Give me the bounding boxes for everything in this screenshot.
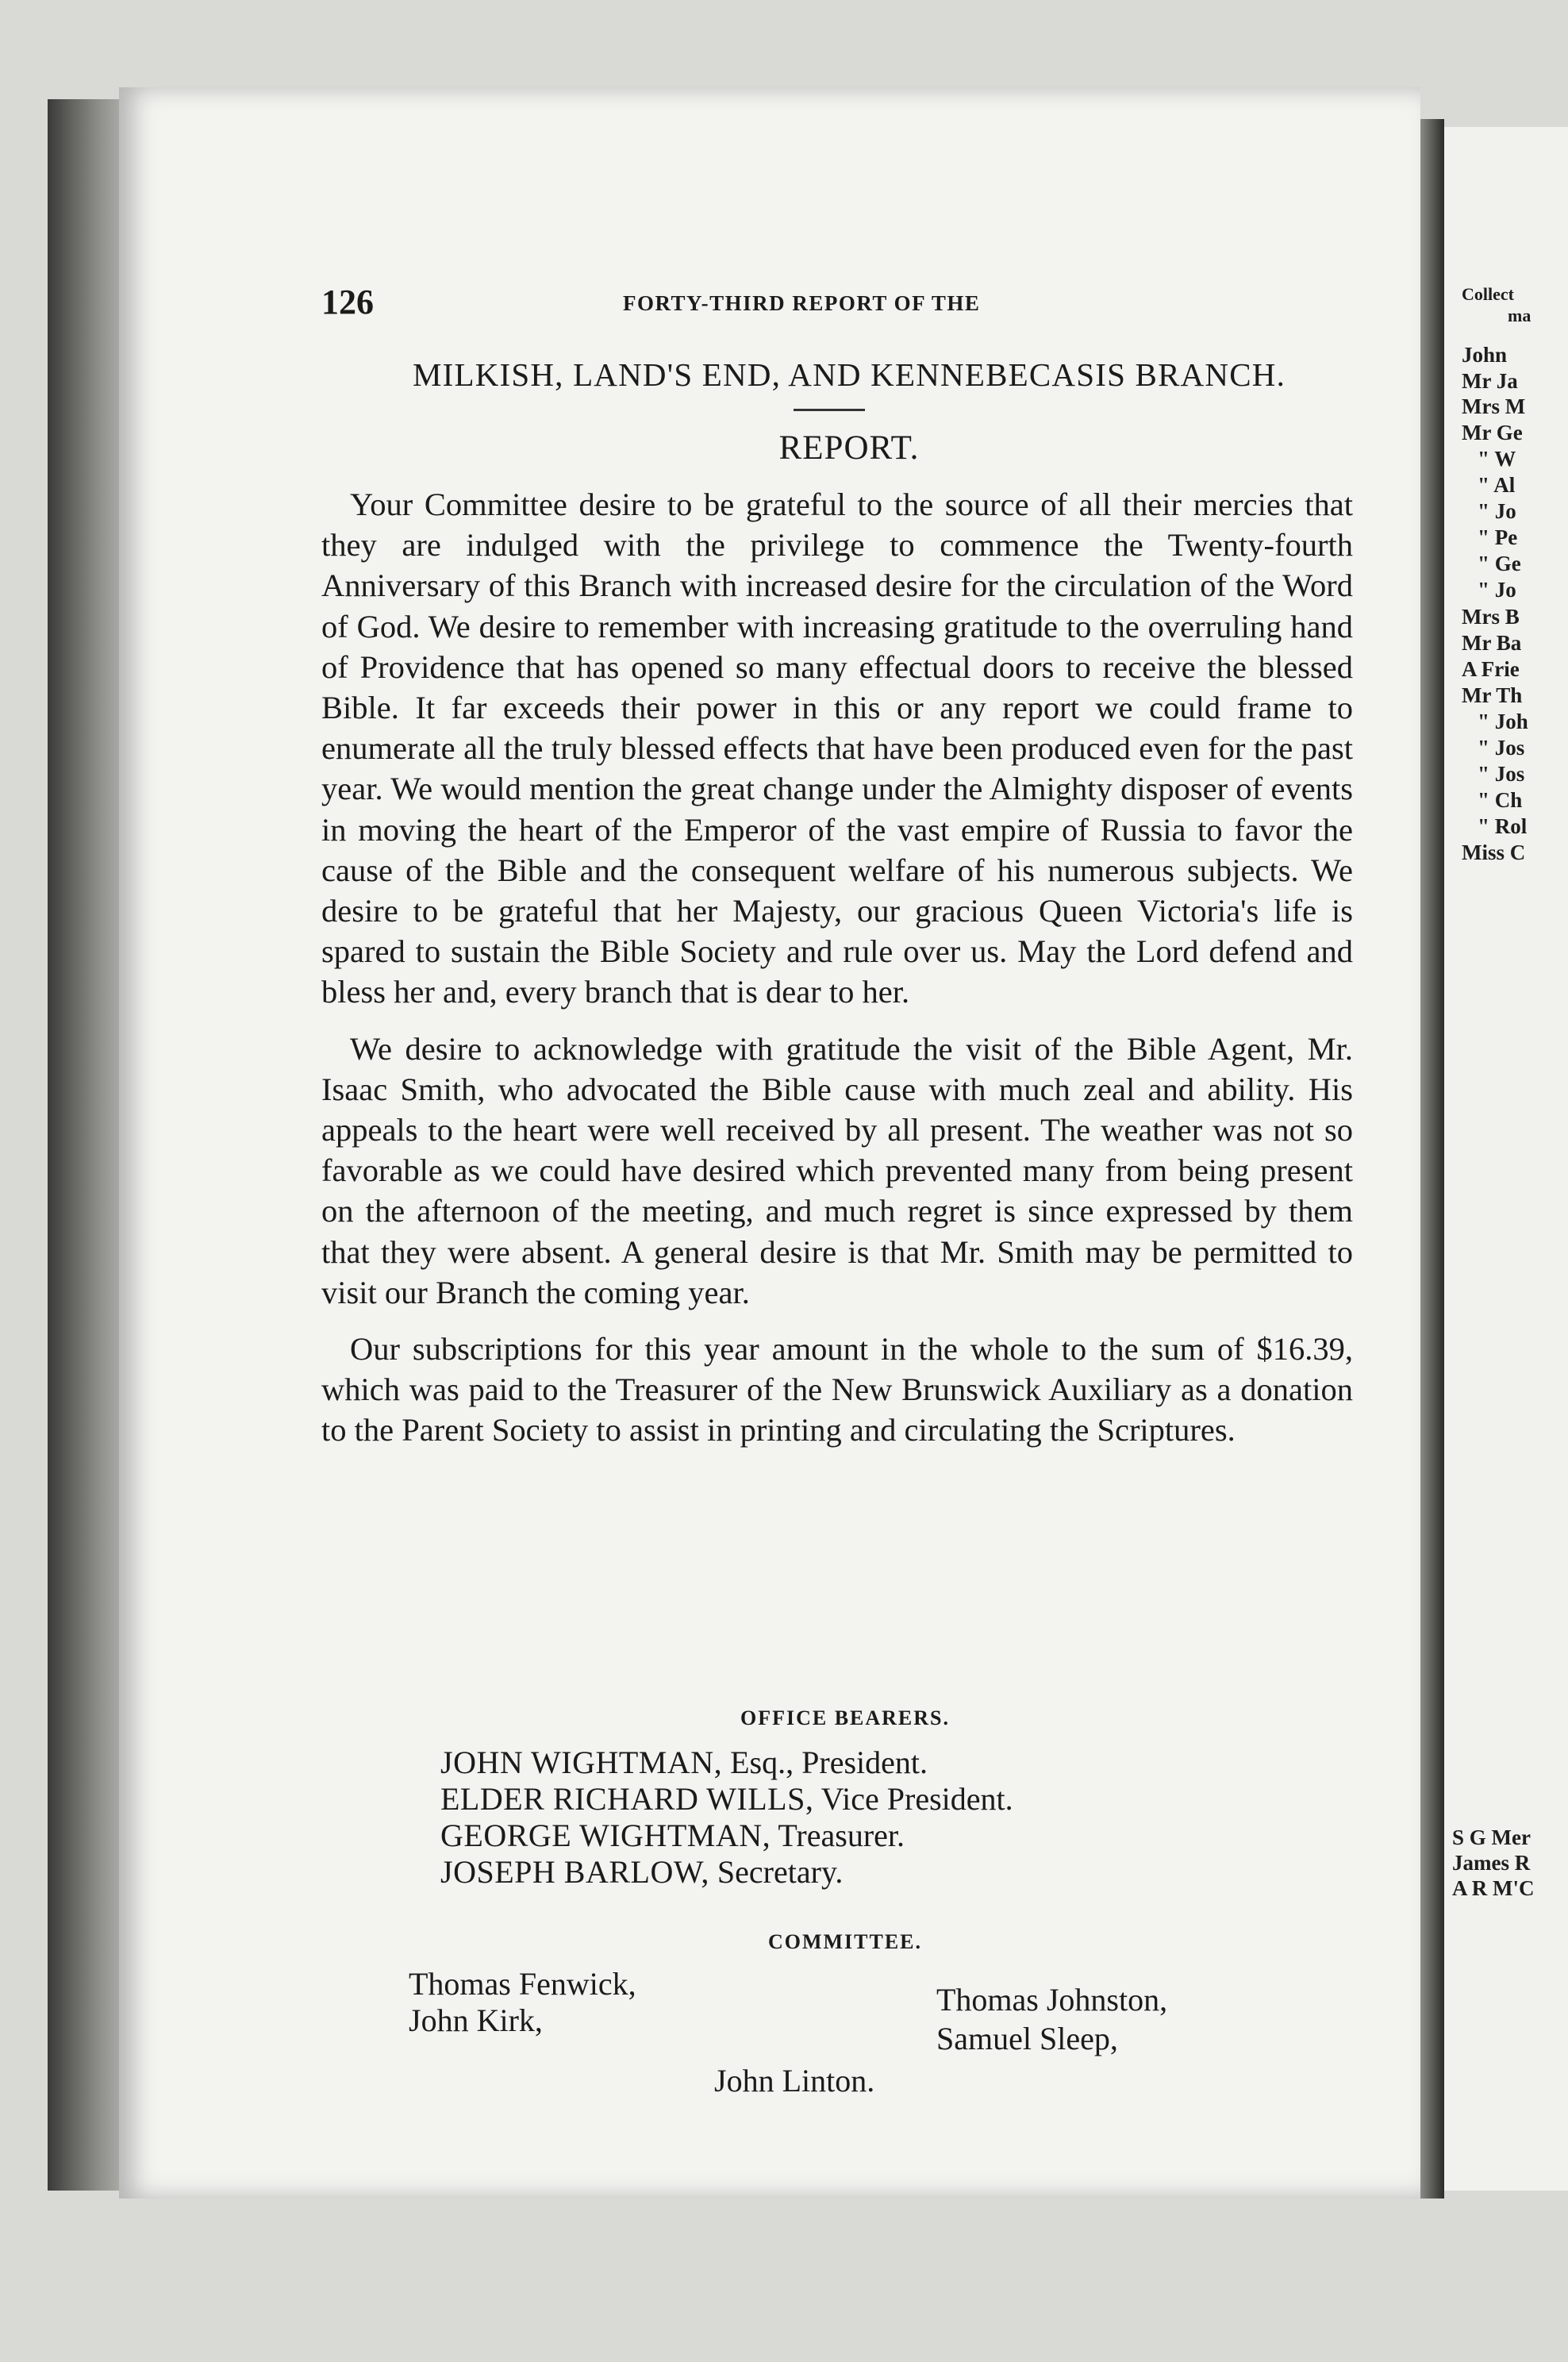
report-title: REPORT.	[778, 429, 920, 467]
committee-heading: COMMITTEE.	[767, 1930, 923, 1953]
page-gutter	[1420, 119, 1444, 2199]
committee-member: Samuel Sleep,	[936, 2021, 1118, 2056]
page-header	[321, 282, 1369, 321]
adjacent-page-line: John	[1462, 343, 1508, 367]
adjacent-page-line: Mr Ba	[1462, 631, 1522, 655]
adjacent-page-line: " W	[1478, 447, 1516, 471]
adjacent-page-line: S G Mer	[1452, 1825, 1531, 1849]
adjacent-page-line: " Jos	[1478, 762, 1525, 786]
office-bearers-heading: OFFICE BEARERS.	[740, 1706, 951, 1729]
report-body	[321, 484, 1353, 1451]
adjacent-page-line: " Joh	[1478, 710, 1528, 733]
officer-president	[440, 1745, 1353, 1781]
committee-member: John Linton.	[714, 2063, 875, 2098]
committee-member: Thomas Fenwick,	[409, 1966, 636, 2002]
officer-treasurer	[440, 1818, 1353, 1854]
adjacent-page-line: Mr Th	[1462, 683, 1523, 707]
branch-title: MILKISH, LAND'S END, AND KENNEBECASIS BRANCH.	[412, 356, 1286, 393]
adjacent-page-line: Mr Ge	[1462, 421, 1523, 444]
running-head: FORTY-THIRD REPORT OF THE	[623, 291, 981, 315]
officer-name: GEORGE WIGHTMAN,	[440, 1818, 771, 1853]
officer-role: Esq., President.	[730, 1745, 928, 1780]
adjacent-page-line: " Pe	[1478, 525, 1518, 549]
adjacent-page-line: " Ge	[1478, 552, 1521, 575]
paragraph: Your Committee desire to be grateful to the source of all their mercies that they are indulged with the privilege to commence the Twenty-fourth Anniversary of this Branch with increased desire for the circulation of the Word of God. We desire to remember with increasing gratitude to the overruling hand of Providence that has opened so many effectual doors to receive the blessed Bible. It far exceeds their power in this or any report we could frame to enumerate all the truly blessed effects that have been produced even for the past year. We would mention the great change under the Almighty disposer of events in moving the heart of the Emperor of the vast empire of Russia to favor the cause of the Bible and the consequent welfare of his numerous subjects. We desire to be grateful that her Majesty, our gracious Queen Victoria's life is spared to sustain the Bible Society and rule over us. May the Lord defend and bless her and, every branch that is dear to her.	[321, 487, 1353, 1010]
committee-member: John Kirk,	[409, 2002, 543, 2038]
adjacent-page-line: A Frie	[1462, 657, 1520, 681]
paragraph: Our subscriptions for this year amount in the whole to the sum of $16.39, which was paid to the Treasurer of the New Brunswick Auxiliary as a donation to the Parent Society to assist in printing and circulating the Scriptures.	[321, 1331, 1353, 1448]
adjacent-page-line: Mrs M	[1462, 394, 1526, 418]
adjacent-page-line: Miss C	[1462, 841, 1526, 864]
adjacent-page-line: James R	[1452, 1851, 1531, 1875]
adjacent-page-line: " Jo	[1478, 578, 1516, 602]
officer-name: JOHN WIGHTMAN,	[440, 1745, 723, 1780]
officer-name: JOSEPH BARLOW,	[440, 1854, 709, 1890]
officer-vice-president	[440, 1781, 1353, 1818]
title-rule	[794, 409, 865, 411]
adjacent-page-line: " Rol	[1478, 814, 1528, 838]
officer-name: ELDER RICHARD WILLS,	[440, 1781, 814, 1817]
adjacent-page-line: ma	[1508, 306, 1531, 325]
officer-secretary	[440, 1854, 1353, 1891]
adjacent-page-line: " Jos	[1478, 736, 1525, 760]
committee-member: Thomas Johnston,	[936, 1982, 1168, 2018]
page-number: 126	[321, 283, 374, 321]
adjacent-page-line: Collect	[1462, 284, 1514, 304]
office-bearers-list	[440, 1745, 1353, 1891]
officer-role: Treasurer.	[778, 1818, 905, 1853]
officer-role: Secretary.	[717, 1854, 844, 1890]
adjacent-page-line: Mr Ja	[1462, 369, 1518, 393]
officer-role: Vice President.	[821, 1781, 1013, 1817]
paragraph: We desire to acknowledge with gratitude the visit of the Bible Agent, Mr. Isaac Smith, who advocated the Bible cause with much zeal and ability. His appeals to the heart were well received by all present. The weather was not so favorable as we could have desired which prevented many from being present on the afternoon of the meeting, and much regret is since expressed by them that they were absent. A general desire is that Mr. Smith may be permitted to visit our Branch the coming year.	[321, 1030, 1353, 1310]
adjacent-page-line: " Ch	[1478, 788, 1523, 812]
adjacent-page-line: " Al	[1478, 473, 1516, 497]
adjacent-page-line: " Jo	[1478, 499, 1516, 523]
adjacent-page-line: A R M'C	[1452, 1876, 1535, 1900]
adjacent-page-line: Mrs B	[1462, 605, 1520, 629]
adjacent-page	[1444, 127, 1568, 2191]
